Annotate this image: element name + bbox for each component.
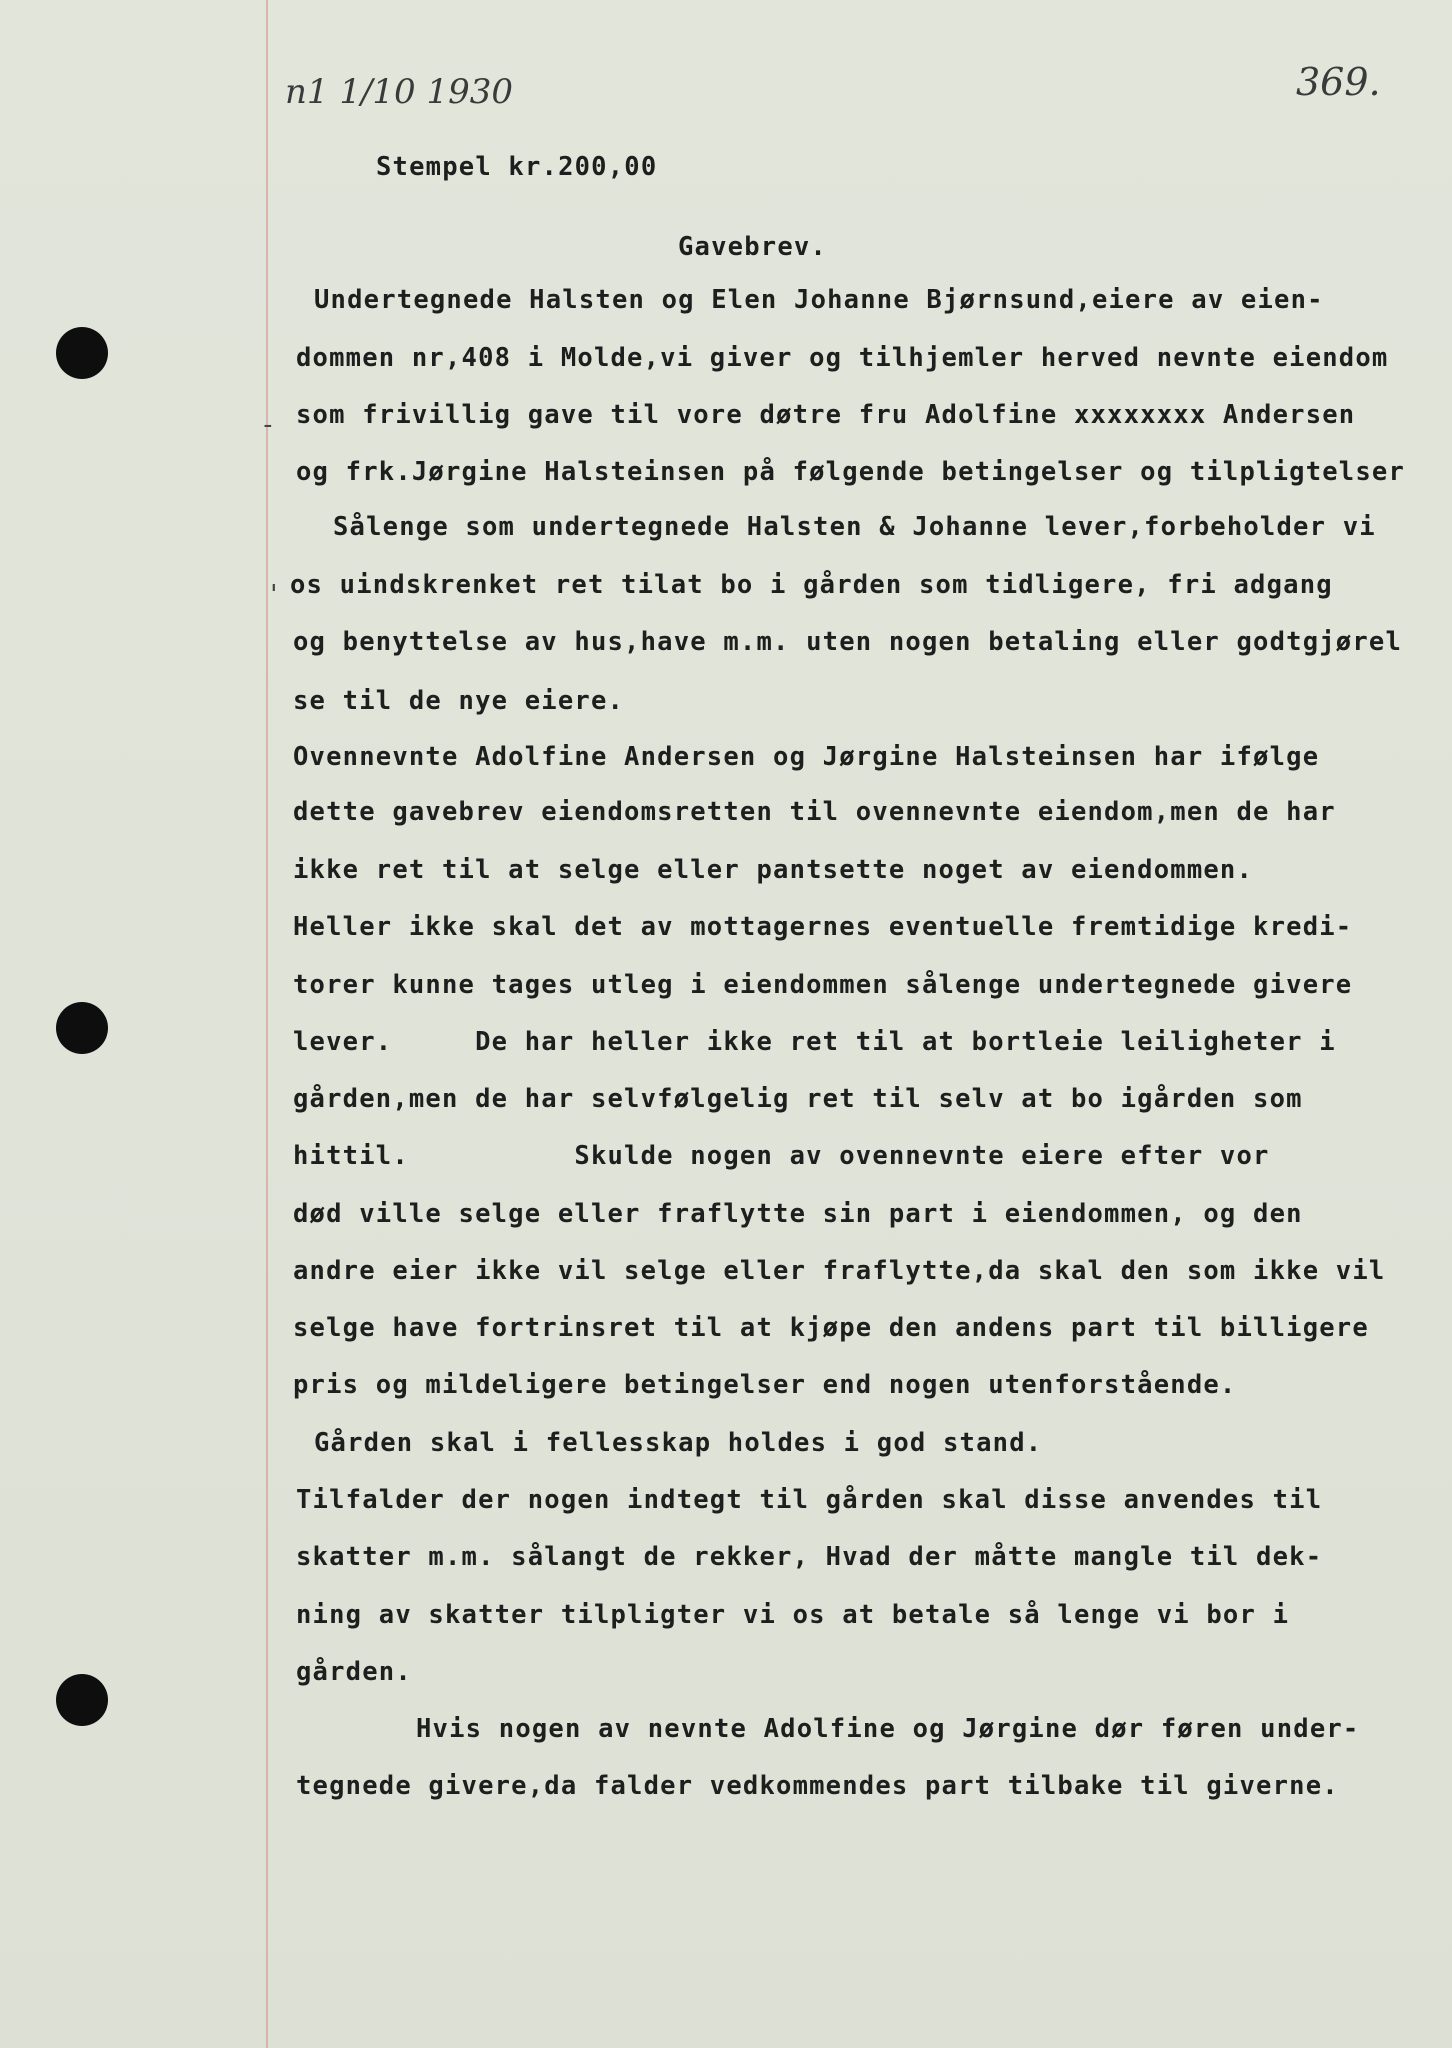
body-line: dommen nr,408 i Molde,vi giver og tilhjemler herved nevnte eiendom bbox=[296, 343, 1389, 373]
body-line: Tilfalder der nogen indtegt til gården skal disse anvendes til bbox=[296, 1485, 1323, 1515]
margin-mark: - bbox=[260, 410, 276, 440]
body-line: Hvis nogen av nevnte Adolfine og Jørgine dør føren under- bbox=[416, 1714, 1360, 1744]
document-heading: Gavebrev. bbox=[678, 232, 827, 262]
body-line: ikke ret til at selge eller pantsette noget av eiendommen. bbox=[293, 855, 1254, 885]
body-line: Heller ikke skal det av mottagernes eventuelle fremtidige kredi- bbox=[293, 912, 1353, 942]
body-line: torer kunne tages utleg i eiendommen sålenge undertegnede givere bbox=[293, 970, 1353, 1000]
handwritten-date-note: n1 1/10 1930 bbox=[285, 72, 514, 112]
margin-mark: ' bbox=[266, 580, 282, 610]
body-line: hittil. Skulde nogen av ovennevnte eiere efter vor bbox=[293, 1141, 1270, 1171]
punch-hole bbox=[56, 1002, 108, 1054]
body-line: lever. De har heller ikke ret til at bortleie leiligheter i bbox=[293, 1027, 1336, 1057]
body-line: Ovennevnte Adolfine Andersen og Jørgine Halsteinsen har ifølge bbox=[293, 742, 1320, 772]
punch-hole bbox=[56, 1674, 108, 1726]
body-line: pris og mildeligere betingelser end nogen utenforstående. bbox=[293, 1370, 1237, 1400]
stamp-line: Stempel kr.200,00 bbox=[376, 152, 658, 182]
body-line: gården,men de har selvfølgelig ret til selv at bo igården som bbox=[293, 1084, 1303, 1114]
body-line: se til de nye eiere. bbox=[293, 686, 625, 716]
body-line: tegnede givere,da falder vedkommendes part tilbake til giverne. bbox=[296, 1771, 1339, 1801]
body-line: Undertegnede Halsten og Elen Johanne Bjørnsund,eiere av eien- bbox=[314, 285, 1324, 315]
body-line: os uindskrenket ret tilat bo i gården som tidligere, fri adgang bbox=[290, 570, 1333, 600]
body-line: gården. bbox=[296, 1657, 412, 1687]
body-line: og frk.Jørgine Halsteinsen på følgende betingelser og tilpligtelser bbox=[296, 457, 1406, 487]
body-line: andre eier ikke vil selge eller fraflytte,da skal den som ikke vil bbox=[293, 1256, 1386, 1286]
margin-rule bbox=[266, 0, 268, 2048]
handwritten-page-number: 369. bbox=[1296, 60, 1381, 104]
body-line: og benyttelse av hus,have m.m. uten nogen betaling eller godtgjørel bbox=[293, 627, 1403, 657]
body-line: selge have fortrinsret til at kjøpe den andens part til billigere bbox=[293, 1313, 1369, 1343]
punch-hole bbox=[56, 327, 108, 379]
body-line: Sålenge som undertegnede Halsten & Johanne lever,forbeholder vi bbox=[333, 512, 1376, 542]
body-line: som frivillig gave til vore døtre fru Adolfine xxxxxxxx Andersen bbox=[296, 400, 1356, 430]
body-line: dette gavebrev eiendomsretten til ovennevnte eiendom,men de har bbox=[293, 797, 1336, 827]
body-line: skatter m.m. sålangt de rekker, Hvad der måtte mangle til dek- bbox=[296, 1542, 1323, 1572]
body-line: død ville selge eller fraflytte sin part i eiendommen, og den bbox=[293, 1199, 1303, 1229]
body-line: ning av skatter tilpligter vi os at betale så lenge vi bor i bbox=[296, 1600, 1290, 1630]
body-line: Gården skal i fellesskap holdes i god stand. bbox=[314, 1428, 1043, 1458]
